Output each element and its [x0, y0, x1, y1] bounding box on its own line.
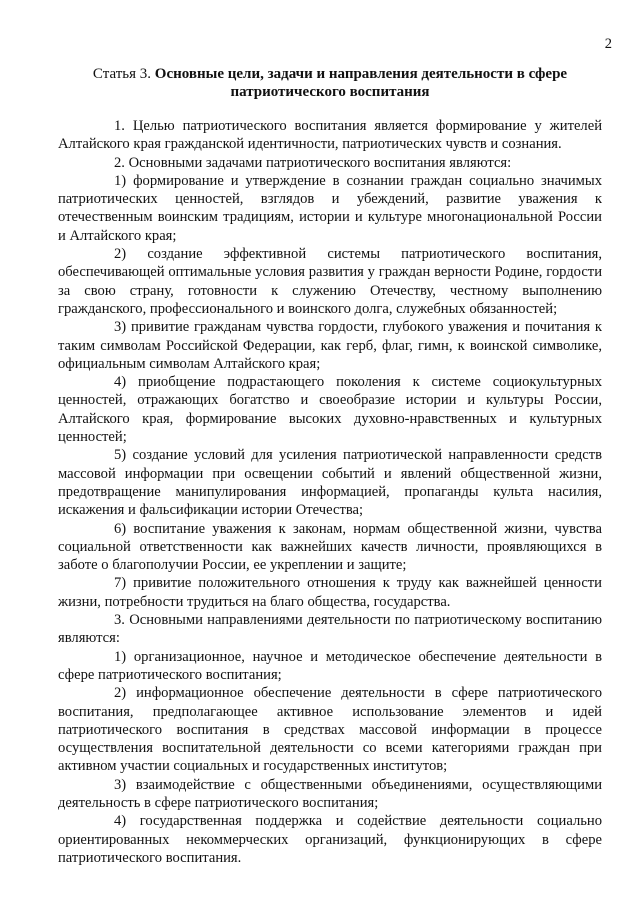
paragraph: 3) взаимодействие с общественными объединениями, осуществляющими деятельность в сфере патриотического воспитания;: [58, 776, 602, 811]
paragraph: 3. Основными направлениями деятельности по патриотическому воспитанию являются:: [58, 612, 602, 647]
article-heading: [58, 65, 602, 101]
paragraph: 2) информационное обеспечение деятельности в сфере патриотического воспитания, предполагающее активное использование элементов и идей патриотического воспитания в средствах массовой информации в процессе осуществления воспитательной деятельности со всеми категориями граждан при активном участии социальных и государственных институтов;: [58, 685, 602, 775]
article-title: Основные цели, задачи и направления деятельности в сфере патриотического воспитания: [154, 66, 568, 100]
paragraph: 4) государственная поддержка и содействие деятельности социально ориентированных некоммерческих организаций, функционирующих в сфере патриотического воспитания.: [58, 813, 602, 866]
paragraph: 4) приобщение подрастающего поколения к системе социокультурных ценностей, отражающих богатство и своеобразие истории и культуры России, Алтайского края, формирование высоких духовно-нравственных и культурных ценностей;: [58, 374, 602, 446]
paragraph: 2. Основными задачами патриотического воспитания являются:: [114, 154, 512, 171]
article-prefix: Статья 3.: [92, 66, 152, 82]
paragraph: 5) создание условий для усиления патриотической направленности средств массовой информации при освещении событий и явлений общественной жизни, предотвращение манипулирования информацией, пропаганды культа насилия, искажения и фальсификации истории Отечества;: [58, 447, 602, 519]
paragraph: 3) привитие гражданам чувства гордости, глубокого уважения и почитания к таким символам Российской Федерации, как герб, флаг, гимн, к воинской символике, официальным символам Алтайского края;: [58, 319, 602, 372]
paragraph: 2) создание эффективной системы патриотического воспитания, обеспечивающей оптимальные условия развития у граждан верности Родине, гордости за свою страну, готовности к служению Отечеству, честному выполнению гражданского, профессионального и воинского долга, служебных обязанностей;: [58, 246, 602, 317]
paragraph: 1) организационное, научное и методическое обеспечение деятельности в сфере патриотического воспитания;: [58, 648, 602, 683]
paragraph: 1. Целью патриотического воспитания является формирование у жителей Алтайского края гражданской идентичности, патриотических чувств и сознания.: [58, 118, 602, 153]
paragraph: 1) формирование и утверждение в сознании граждан социально значимых патриотических ценностей, взглядов и убеждений, развитие уважения к отечественным воинским традициям, истории и культуре многонациональной России и Алтайского края;: [58, 172, 602, 244]
paragraph: 6) воспитание уважения к законам, нормам общественной жизни, чувства социальной ответственности как важнейших качеств личности, проявляющихся в заботе о благополучии России, ее укреплении и защите;: [58, 520, 602, 574]
paragraph: 7) привитие положительного отношения к труду как важнейшей ценности жизни, потребности трудиться на благо общества, государства.: [58, 575, 602, 610]
article-body: [58, 117, 602, 867]
page-number: 2: [604, 36, 612, 52]
